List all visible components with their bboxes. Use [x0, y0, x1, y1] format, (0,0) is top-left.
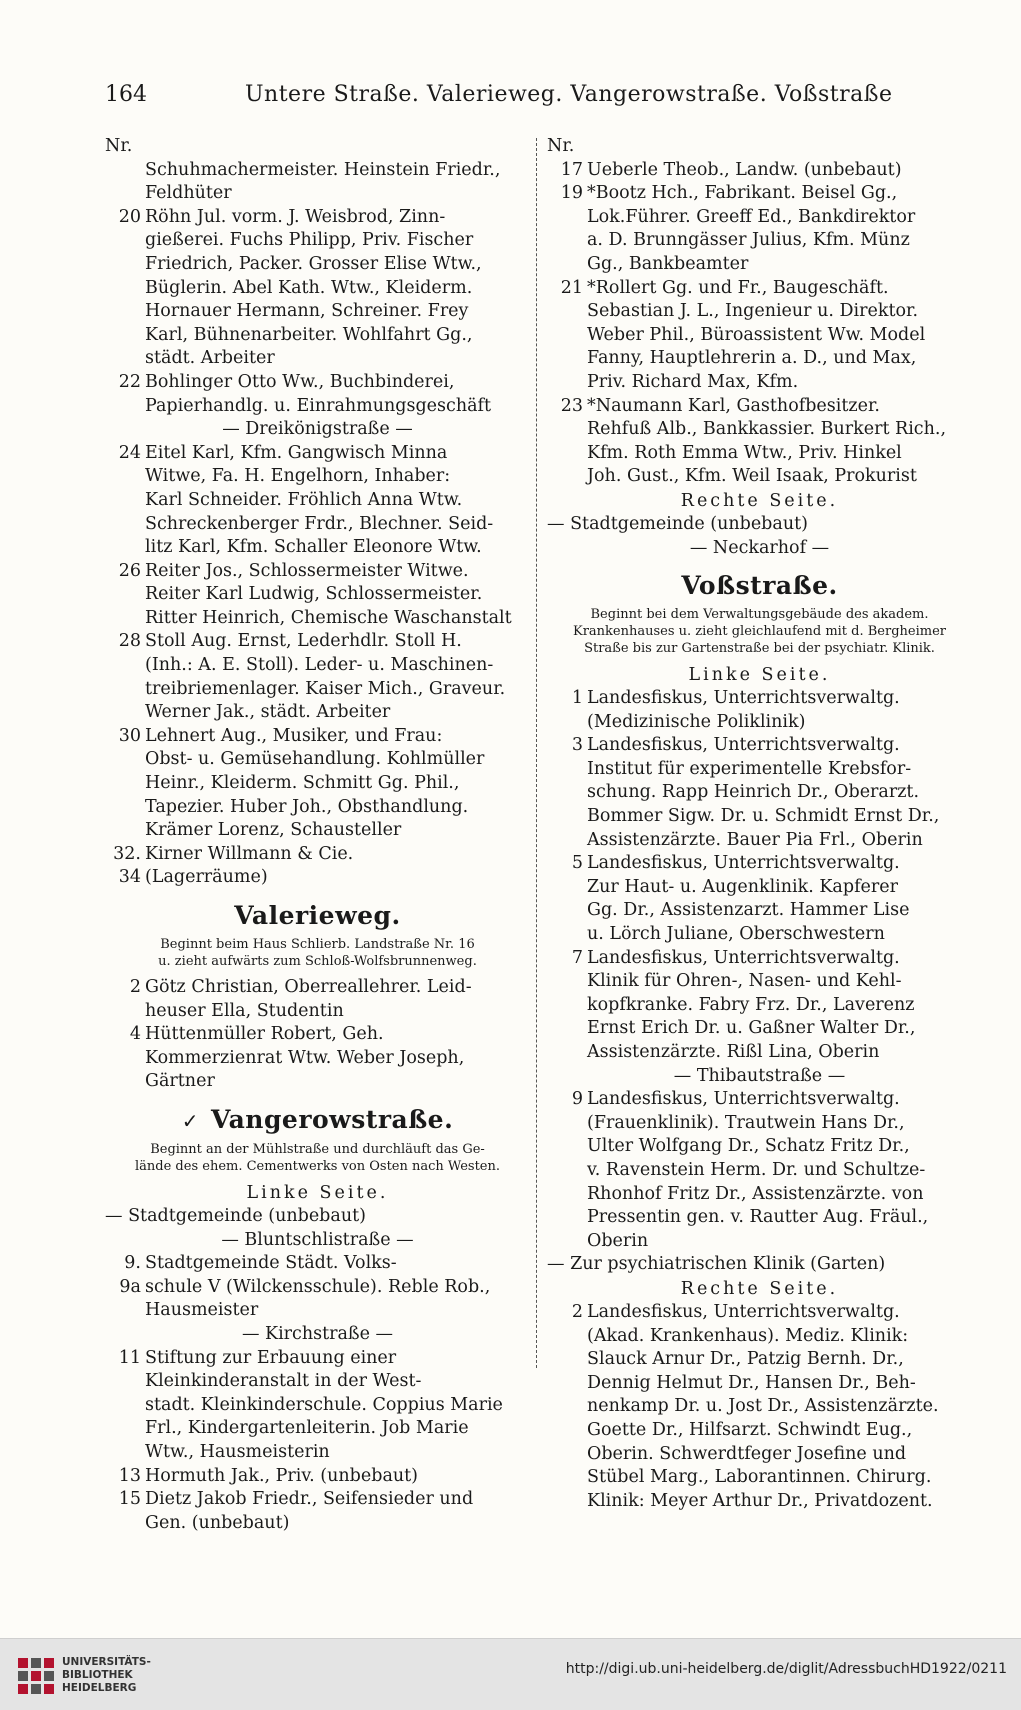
entry-list [105, 442, 530, 890]
address-entry [547, 734, 972, 852]
house-number: 2 [129, 977, 141, 997]
street-title-text: Vangerowstraße. [210, 1104, 454, 1134]
resident-text: Schuhmachermeister. Heinstein Friedr., Feldhüter [145, 159, 501, 204]
address-entry [105, 630, 530, 724]
resident-text: Landesfiskus, Unterrichtsverwaltg. Institut für experimentelle Krebsfor- schung. Rapp Heinrich Dr., Oberarzt. Bommer Sigw. Dr. u. Schmidt Ernst Dr., Assistenzärzte. Bauer Pia Frl., Oberin [587, 735, 940, 850]
house-number: 1 [571, 688, 583, 709]
left-column [105, 135, 530, 1535]
house-number: 9. 9a [119, 1253, 141, 1297]
entry-list [547, 687, 972, 1065]
library-name-line: UNIVERSITÄTS- [62, 1656, 151, 1668]
resident-text: Dietz Jakob Friedr., Seifensieder und Gen. (unbebaut) [145, 1489, 474, 1533]
street-description: Beginnt an der Mühlstraße und durchläuft das Ge- lände des ehem. Cementwerks von Osten nach Westen. [135, 1141, 500, 1174]
running-title: Untere Straße. Valerieweg. Vangerowstraße. Voßstraße [245, 82, 893, 107]
check-mark-icon: ✓ [181, 1108, 199, 1133]
resident-text: Landesfiskus, Unterrichtsverwaltg. (Frauenklinik). Trautwein Hans Dr., Ulter Wolfgang Dr., Schatz Fritz Dr., v. Ravenstein Herm. Dr. und Schultze- Rhonhof Fritz Dr., Assistenzärzte. von Pressentin gen. v. Rautter Aug. Fräul., Oberin [587, 1089, 929, 1251]
house-number: 2 [571, 1301, 583, 1322]
address-entry [105, 1488, 530, 1535]
page-header [105, 78, 935, 112]
house-number: 9 [571, 1089, 583, 1110]
house-number: 17 [560, 159, 583, 180]
resident-text: Reiter Jos., Schlossermeister Witwe. Reiter Karl Ludwig, Schlossermeister. Ritter Heinrich, Chemische Waschanstalt [145, 560, 512, 628]
side-heading: Linke Seite. [246, 1182, 389, 1203]
library-name [62, 1656, 151, 1695]
plain-line: — Zur psychiatrischen Klinik (Garten) [547, 1254, 886, 1275]
house-number: 32. 34 [113, 843, 141, 888]
entry-list [547, 159, 972, 489]
resident-text: Hüttenmüller Robert, Geh. Kommerzienrat Wtw. Weber Joseph, Gärtner [145, 1024, 465, 1092]
house-number: 5 [571, 853, 583, 874]
house-number: 7 [571, 947, 583, 968]
address-entry [547, 1301, 972, 1513]
address-entry [547, 395, 972, 489]
address-entry [547, 1088, 972, 1253]
house-number: 4 [129, 1024, 141, 1045]
cross-street: — Dreikönigstraße — [222, 419, 413, 440]
page-number: 164 [105, 82, 147, 107]
university-library-logo [16, 1656, 56, 1696]
house-number: 19 [560, 183, 583, 204]
house-number: 15 [118, 1489, 141, 1510]
side-heading: Linke Seite. [688, 665, 831, 686]
street-title-vossstrasse: Voßstraße. [681, 571, 838, 601]
entry-list [547, 1088, 972, 1253]
address-entry [547, 687, 972, 734]
resident-text: Ueberle Theob., Landw. (unbebaut) [587, 159, 902, 180]
resident-text: *Naumann Karl, Gasthofbesitzer. Rehfuß Alb., Bankkassier. Burkert Rich., Kfm. Roth Emma Wtw., Priv. Hinkel Joh. Gust., Kfm. Weil Isaak, Prokurist [587, 395, 947, 487]
plain-line: — Stadtgemeinde (unbebaut) [105, 1205, 366, 1226]
cross-street: — Kirchstraße — [241, 1323, 394, 1344]
cross-street: — Bluntschlistraße — [221, 1229, 414, 1250]
address-entry [547, 947, 972, 1065]
house-number: 22 [118, 371, 141, 392]
nr-label: Nr. [547, 136, 575, 156]
house-number: 23 [560, 395, 583, 416]
entry-list [105, 1252, 530, 1323]
entry-list [547, 1301, 972, 1513]
address-entry [105, 1023, 530, 1094]
house-number: 3 [571, 735, 583, 756]
street-description: Beginnt beim Haus Schlierb. Landstraße Nr. 16 u. zieht aufwärts zum Schloß-Wolfsbrunnenweg. [158, 937, 477, 969]
entry-list [105, 1347, 530, 1536]
house-number: 13 [118, 1465, 141, 1486]
resident-text: *Bootz Hch., Fabrikant. Beisel Gg., Lok.Führer. Greeff Ed., Bankdirektor a. D. Brunngässer Julius, Kfm. Münz Gg., Bankbeamter [587, 183, 916, 274]
house-number: 21 [560, 277, 583, 298]
street-title-valerieweg: Valerieweg. [234, 901, 401, 930]
resident-text: Stiftung zur Erbauung einer Kleinkinderanstalt in der West- stadt. Kleinkinderschule. Coppius Marie Frl., Kindergartenleiterin. Job Marie Wtw., Hausmeisterin [145, 1347, 503, 1462]
resident-text: Landesfiskus, Unterrichtsverwaltg. Klinik für Ohren-, Nasen- und Kehl- kopfkranke. Fabry Frz. Dr., Laverenz Ernst Erich Dr. u. Gaßner Walter Dr., Assistenzärzte. Rißl Lina, Oberin [587, 947, 916, 1062]
address-entry [105, 206, 530, 371]
resident-text: Bohlinger Otto Ww., Buchbinderei, Papierhandlg. u. Einrahmungsgeschäft [145, 371, 492, 416]
right-column [547, 135, 972, 1513]
address-entry [105, 560, 530, 631]
address-entry [105, 1252, 530, 1323]
address-entry [105, 442, 530, 560]
resident-text: Landesfiskus, Unterrichtsverwaltg. Zur Haut- u. Augenklinik. Kapferer Gg. Dr., Assistenzarzt. Hammer Lise u. Lörch Juliane, Oberschwestern [587, 853, 910, 945]
house-number: 28 [118, 631, 141, 652]
resident-text: Eitel Karl, Kfm. Gangwisch Minna Witwe, Fa. H. Engelhorn, Inhaber: Karl Schneider. Fröhlich Anna Wtw. Schreckenberger Frdr., Blechner. Seid- litz Karl, Kfm. Schaller Eleonore Wtw. [145, 442, 494, 558]
resident-text: Stoll Aug. Ernst, Lederhdlr. Stoll H. (Inh.: A. E. Stoll). Leder- u. Maschinen- treibriemenlager. Kaiser Mich., Graveur. Werner Jak., städt. Arbeiter [145, 631, 506, 723]
cross-street: — Thibautstraße — [673, 1065, 846, 1086]
resident-text: Landesfiskus, Unterrichtsverwaltg. (Akad. Krankenhaus). Mediz. Klinik: Slauck Arnur Dr., Patzig Bernh. Dr., Dennig Helmut Dr., Hansen Dr., Beh- nenkamp Dr. u. Jost Dr., Assistenzärzte. Goette Dr., Hilfsarzt. Schwindt Eug., Oberin. Schwerdtfeger Josefine und Stübel Marg., Laborantinnen. Chirurg. Klinik: Meyer Arthur Dr., Privatdozent. [587, 1301, 939, 1511]
resident-text: Götz Christian, Oberreallehrer. Leid- heuser Ella, Studentin [145, 977, 472, 1021]
house-number: 20 [118, 206, 141, 227]
library-name-line: BIBLIOTHEK [62, 1669, 133, 1681]
resident-text: Stadtgemeinde Städt. Volks- schule V (Wilckensschule). Reble Rob., Hausmeister [145, 1253, 491, 1321]
library-name-line: HEIDELBERG [62, 1682, 137, 1694]
address-entry [547, 277, 972, 395]
cross-street: — Neckarhof — [689, 537, 830, 558]
address-entry [105, 725, 530, 843]
address-entry [105, 1347, 530, 1465]
street-title-vangerowstrasse [105, 1104, 530, 1137]
entry-list [105, 159, 530, 419]
resident-text: *Rollert Gg. und Fr., Baugeschäft. Sebastian J. L., Ingenieur u. Direktor. Weber Phil., Büroassistent Ww. Model Fanny, Hauptlehrerin a. D., und Max, Priv. Richard Max, Kfm. [587, 277, 926, 392]
source-url[interactable]: http://digi.ub.uni-heidelberg.de/diglit/AdressbuchHD1922/0211 [565, 1661, 1007, 1677]
address-entry [547, 852, 972, 946]
house-number: 24 [118, 442, 141, 463]
address-entry [105, 976, 530, 1023]
nr-label: Nr. [105, 136, 133, 156]
side-heading: Rechte Seite. [680, 1278, 839, 1299]
resident-text: Kirner Willmann & Cie. (Lagerräume) [145, 843, 354, 888]
address-entry [105, 371, 530, 418]
address-entry [105, 843, 530, 890]
plain-line: — Stadtgemeinde (unbebaut) [547, 513, 808, 534]
viewer-footer [0, 1638, 1021, 1710]
address-entry [547, 159, 972, 183]
entry-list [105, 976, 530, 1094]
column-divider [536, 138, 537, 1368]
side-heading: Rechte Seite. [680, 490, 839, 511]
house-number: 30 [118, 725, 141, 746]
resident-text: Hormuth Jak., Priv. (unbebaut) [145, 1465, 419, 1486]
address-entry [105, 1465, 530, 1489]
house-number: 11 [118, 1347, 141, 1368]
address-entry [105, 159, 530, 206]
resident-text: Lehnert Aug., Musiker, und Frau: Obst- u. Gemüsehandlung. Kohlmüller Heinr., Kleiderm. Schmitt Gg. Phil., Tapezier. Huber Joh., Obsthandlung. Krämer Lorenz, Schausteller [145, 725, 485, 841]
street-description: Beginnt bei dem Verwaltungsgebäude des akadem. Krankenhauses u. zieht gleichlaufend mit d. Bergheimer Straße bis zur Gartenstraße bei der psychiatr. Klinik. [573, 607, 946, 657]
resident-text: Landesfiskus, Unterrichtsverwaltg. (Medizinische Poliklinik) [587, 688, 900, 732]
resident-text: Röhn Jul. vorm. J. Weisbrod, Zinn- gießerei. Fuchs Philipp, Priv. Fischer Friedrich, Packer. Grosser Elise Wtw., Büglerin. Abel Kath. Wtw., Kleiderm. Hornauer Hermann, Schreiner. Frey Karl, Bühnenarbeiter. Wohlfahrt Gg., städt. Arbeiter [145, 206, 482, 369]
house-number: 26 [118, 560, 141, 581]
address-entry [547, 182, 972, 276]
